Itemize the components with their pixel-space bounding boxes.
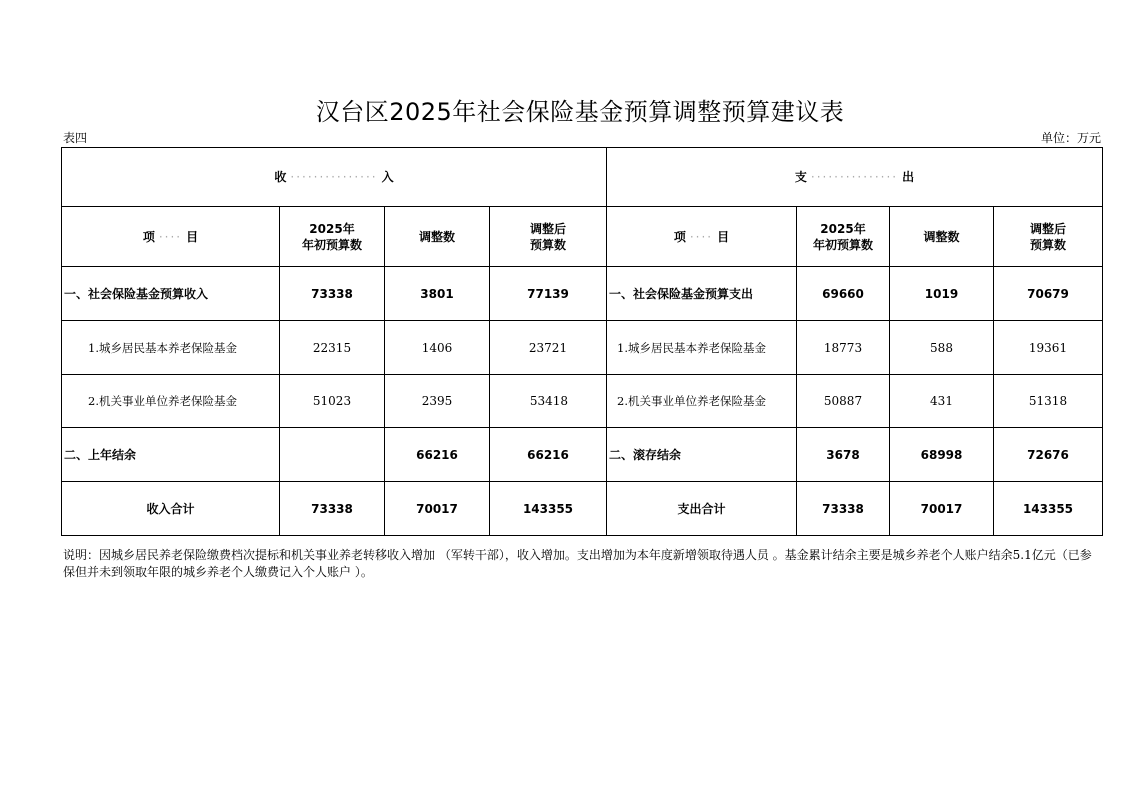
table-row — [62, 321, 1103, 375]
after-header-line1: 调整后 — [529, 221, 566, 236]
after-header-line1: 调整后 — [1029, 221, 1066, 236]
table-row — [62, 267, 1103, 321]
explanatory-note: 说明：因城乡居民养老保险缴费档次提标和机关事业养老转移收入增加 （军转干部），收入增加。支出增加为本年度新增领取待遇人员 。基金累计结余主要是城乡养老个人账户结余5.1亿元（已参保但并未到领取年限的城乡养老个人缴费记入个人账户 ）。 — [63, 548, 1092, 579]
expense-adjust-cell: 588 — [890, 321, 994, 375]
income-section-header: 收 ··············· 入 — [62, 148, 607, 207]
expense-initial-cell: 69660 — [797, 267, 890, 321]
income-adjust-cell: 1406 — [385, 321, 490, 375]
income-adjust-cell: 70017 — [385, 482, 490, 536]
item-header-left: 项 — [673, 229, 686, 244]
initial-header-line2: 年初预算数 — [301, 237, 362, 252]
page-title: 汉台区2025年社会保险基金预算调整预算建议表 — [315, 98, 845, 126]
income-initial-cell: 73338 — [280, 482, 385, 536]
expense-adjust-cell: 70017 — [890, 482, 994, 536]
item-header-right: 目 — [717, 229, 730, 244]
table-total-row — [62, 482, 1103, 536]
budget-table — [61, 147, 1103, 536]
income-initial-cell: 51023 — [280, 375, 385, 428]
expense-adjust-cell: 1019 — [890, 267, 994, 321]
item-header-right: 目 — [186, 229, 199, 244]
initial-header-line1: 2025年 — [309, 221, 355, 236]
after-header-line2: 预算数 — [529, 237, 566, 252]
expense-after-cell: 19361 — [994, 321, 1103, 375]
expense-after-cell: 143355 — [994, 482, 1103, 536]
income-after-cell: 77139 — [490, 267, 607, 321]
expense-adjust-cell: 431 — [890, 375, 994, 428]
table-row — [62, 375, 1103, 428]
expense-after-cell: 51318 — [994, 375, 1103, 428]
expense-item-cell: 2.机关事业单位养老保险基金 — [607, 375, 797, 428]
income-adjust-cell: 66216 — [385, 428, 490, 482]
income-after-header — [490, 207, 607, 267]
item-header-left: 项 — [142, 229, 155, 244]
expense-item-cell: 1.城乡居民基本养老保险基金 — [607, 321, 797, 375]
income-initial-cell: 73338 — [280, 267, 385, 321]
initial-header-line2: 年初预算数 — [812, 237, 873, 252]
income-adjust-cell: 2395 — [385, 375, 490, 428]
expense-adjust-cell: 68998 — [890, 428, 994, 482]
expense-item-cell: 二、滚存结余 — [607, 428, 797, 482]
unit-label: 单位：万元 — [1040, 131, 1101, 145]
income-item-cell: 1.城乡居民基本养老保险基金 — [62, 321, 280, 375]
initial-header-line1: 2025年 — [820, 221, 866, 236]
income-item-cell: 二、上年结余 — [62, 428, 280, 482]
income-adjust-header: 调整数 — [385, 207, 490, 267]
expense-after-cell: 72676 — [994, 428, 1103, 482]
expense-total-label: 支出合计 — [607, 482, 797, 536]
expense-header-left: 支 — [794, 170, 807, 184]
table-number: 表四 — [63, 131, 88, 145]
expense-initial-header — [797, 207, 890, 267]
expense-initial-cell: 18773 — [797, 321, 890, 375]
expense-header-right: 出 — [902, 170, 915, 184]
expense-item-header: 项 ···· 目 — [607, 207, 797, 267]
expense-adjust-header: 调整数 — [890, 207, 994, 267]
income-after-cell: 143355 — [490, 482, 607, 536]
income-adjust-cell: 3801 — [385, 267, 490, 321]
income-item-cell: 2.机关事业单位养老保险基金 — [62, 375, 280, 428]
expense-initial-cell: 3678 — [797, 428, 890, 482]
expense-initial-cell: 73338 — [797, 482, 890, 536]
expense-section-header: 支 ··············· 出 — [607, 148, 1103, 207]
income-item-cell: 一、社会保险基金预算收入 — [62, 267, 280, 321]
expense-initial-cell: 50887 — [797, 375, 890, 428]
expense-item-cell: 一、社会保险基金预算支出 — [607, 267, 797, 321]
expense-after-cell: 70679 — [994, 267, 1103, 321]
after-header-line2: 预算数 — [1029, 237, 1066, 252]
income-after-cell: 53418 — [490, 375, 607, 428]
income-after-cell: 66216 — [490, 428, 607, 482]
expense-after-header — [994, 207, 1103, 267]
income-total-label: 收入合计 — [62, 482, 280, 536]
income-header-left: 收 — [274, 170, 287, 184]
income-initial-cell — [280, 428, 385, 482]
income-item-header: 项 ···· 目 — [62, 207, 280, 267]
income-initial-header — [280, 207, 385, 267]
section-header-row — [62, 148, 1103, 207]
income-after-cell: 23721 — [490, 321, 607, 375]
income-header-right: 入 — [381, 170, 394, 184]
table-row — [62, 428, 1103, 482]
income-initial-cell: 22315 — [280, 321, 385, 375]
column-header-row — [62, 207, 1103, 267]
